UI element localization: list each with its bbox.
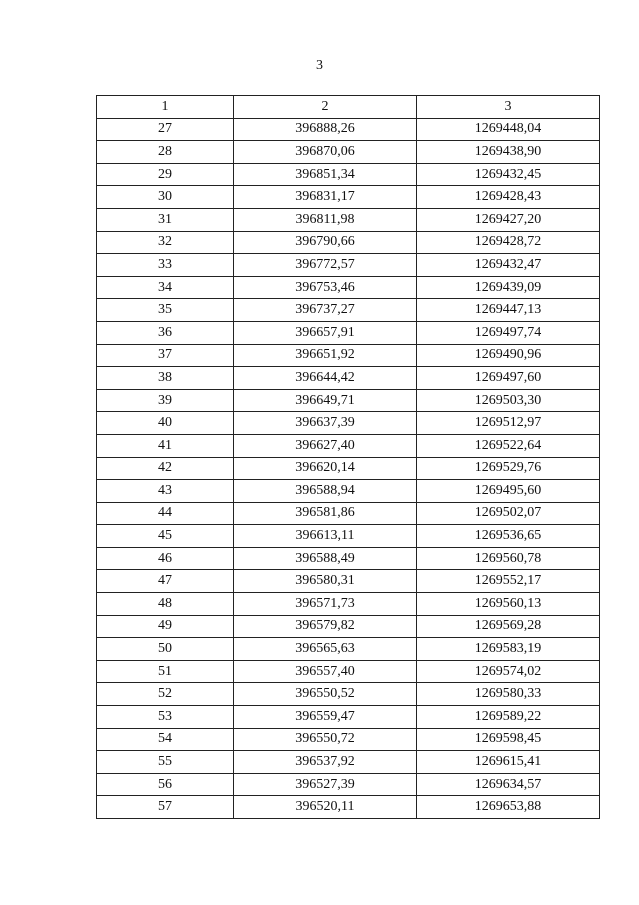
table-row <box>97 706 600 729</box>
table-row <box>97 231 600 254</box>
table-cell: 396649,71 <box>234 389 417 412</box>
table-cell: 51 <box>97 660 234 683</box>
table-cell: 396620,14 <box>234 457 417 480</box>
table-row <box>97 728 600 751</box>
table-cell: 54 <box>97 728 234 751</box>
table-cell: 396550,72 <box>234 728 417 751</box>
table-cell: 396537,92 <box>234 751 417 774</box>
table-cell: 396579,82 <box>234 615 417 638</box>
table-row <box>97 796 600 819</box>
table-cell: 1269560,13 <box>417 593 600 616</box>
table-cell: 396851,34 <box>234 163 417 186</box>
table-cell: 1269447,13 <box>417 299 600 322</box>
table-cell: 40 <box>97 412 234 435</box>
table-cell: 1269615,41 <box>417 751 600 774</box>
table-cell: 1269495,60 <box>417 480 600 503</box>
table-cell: 396637,39 <box>234 412 417 435</box>
table-cell: 396580,31 <box>234 570 417 593</box>
table-row <box>97 593 600 616</box>
table-cell: 49 <box>97 615 234 638</box>
table-cell: 396888,26 <box>234 118 417 141</box>
table-cell: 396527,39 <box>234 773 417 796</box>
page-number: 3 <box>316 58 323 73</box>
table-row <box>97 163 600 186</box>
table-cell: 396831,17 <box>234 186 417 209</box>
table-row <box>97 118 600 141</box>
table-cell: 1269569,28 <box>417 615 600 638</box>
table-cell: 1269427,20 <box>417 208 600 231</box>
table-row <box>97 547 600 570</box>
table-cell: 396550,52 <box>234 683 417 706</box>
table-cell: 1269522,64 <box>417 434 600 457</box>
table-cell: 396581,86 <box>234 502 417 525</box>
table-cell: 45 <box>97 525 234 548</box>
table-cell: 1269428,72 <box>417 231 600 254</box>
table-cell: 1269438,90 <box>417 141 600 164</box>
table-cell: 31 <box>97 208 234 231</box>
table-cell: 396571,73 <box>234 593 417 616</box>
table-cell: 48 <box>97 593 234 616</box>
table-cell: 1269598,45 <box>417 728 600 751</box>
table-cell: 1269634,57 <box>417 773 600 796</box>
table-cell: 1269490,96 <box>417 344 600 367</box>
table-cell: 43 <box>97 480 234 503</box>
table-cell: 396557,40 <box>234 660 417 683</box>
table-cell: 1269574,02 <box>417 660 600 683</box>
table-row <box>97 457 600 480</box>
table-row <box>97 434 600 457</box>
table-row <box>97 367 600 390</box>
table-cell: 1269503,30 <box>417 389 600 412</box>
coordinates-table <box>96 95 600 819</box>
table-row <box>97 208 600 231</box>
table-cell: 1269497,74 <box>417 321 600 344</box>
table-cell: 1269589,22 <box>417 706 600 729</box>
table-cell: 1269497,60 <box>417 367 600 390</box>
table-cell: 57 <box>97 796 234 819</box>
table-cell: 396737,27 <box>234 299 417 322</box>
table-cell: 1269432,47 <box>417 254 600 277</box>
table-row <box>97 502 600 525</box>
table-cell: 1269439,09 <box>417 276 600 299</box>
table-row <box>97 186 600 209</box>
table-cell: 44 <box>97 502 234 525</box>
table-cell: 1269560,78 <box>417 547 600 570</box>
table-cell: 52 <box>97 683 234 706</box>
column-header-1: 1 <box>97 96 234 119</box>
table-row <box>97 683 600 706</box>
table-row <box>97 480 600 503</box>
table-row <box>97 660 600 683</box>
table-cell: 46 <box>97 547 234 570</box>
table-cell: 42 <box>97 457 234 480</box>
table-row <box>97 389 600 412</box>
table-cell: 396651,92 <box>234 344 417 367</box>
table-cell: 56 <box>97 773 234 796</box>
table-cell: 1269448,04 <box>417 118 600 141</box>
table-cell: 47 <box>97 570 234 593</box>
table-header-row <box>97 96 600 119</box>
table-cell: 396657,91 <box>234 321 417 344</box>
column-header-3: 3 <box>417 96 600 119</box>
table-cell: 33 <box>97 254 234 277</box>
table-row <box>97 344 600 367</box>
table-cell: 1269428,43 <box>417 186 600 209</box>
table-cell: 1269580,33 <box>417 683 600 706</box>
table-cell: 36 <box>97 321 234 344</box>
table-cell: 396520,11 <box>234 796 417 819</box>
table-row <box>97 299 600 322</box>
table-cell: 1269529,76 <box>417 457 600 480</box>
table-cell: 53 <box>97 706 234 729</box>
table-cell: 1269653,88 <box>417 796 600 819</box>
table-cell: 396644,42 <box>234 367 417 390</box>
table-cell: 27 <box>97 118 234 141</box>
table-cell: 396811,98 <box>234 208 417 231</box>
table-row <box>97 570 600 593</box>
table-body <box>97 118 600 818</box>
table-row <box>97 321 600 344</box>
table-row <box>97 638 600 661</box>
table-cell: 30 <box>97 186 234 209</box>
table-cell: 396588,94 <box>234 480 417 503</box>
table-row <box>97 773 600 796</box>
table-cell: 396772,57 <box>234 254 417 277</box>
table-cell: 28 <box>97 141 234 164</box>
table-cell: 41 <box>97 434 234 457</box>
table-cell: 1269583,19 <box>417 638 600 661</box>
table-cell: 50 <box>97 638 234 661</box>
table-cell: 396790,66 <box>234 231 417 254</box>
table-row <box>97 412 600 435</box>
table-row <box>97 751 600 774</box>
table-cell: 55 <box>97 751 234 774</box>
table-cell: 396613,11 <box>234 525 417 548</box>
table-cell: 396627,40 <box>234 434 417 457</box>
table-cell: 37 <box>97 344 234 367</box>
table-cell: 38 <box>97 367 234 390</box>
table-cell: 396559,47 <box>234 706 417 729</box>
table-row <box>97 525 600 548</box>
table-cell: 1269536,65 <box>417 525 600 548</box>
table-cell: 1269502,07 <box>417 502 600 525</box>
table-row <box>97 141 600 164</box>
table-cell: 32 <box>97 231 234 254</box>
table-cell: 396870,06 <box>234 141 417 164</box>
table-cell: 29 <box>97 163 234 186</box>
table-row <box>97 276 600 299</box>
table-row <box>97 254 600 277</box>
column-header-2: 2 <box>234 96 417 119</box>
table-cell: 39 <box>97 389 234 412</box>
table-row <box>97 615 600 638</box>
table-cell: 1269512,97 <box>417 412 600 435</box>
table-cell: 1269552,17 <box>417 570 600 593</box>
table-cell: 35 <box>97 299 234 322</box>
table-cell: 1269432,45 <box>417 163 600 186</box>
table-cell: 34 <box>97 276 234 299</box>
table-cell: 396565,63 <box>234 638 417 661</box>
table-cell: 396753,46 <box>234 276 417 299</box>
table-cell: 396588,49 <box>234 547 417 570</box>
